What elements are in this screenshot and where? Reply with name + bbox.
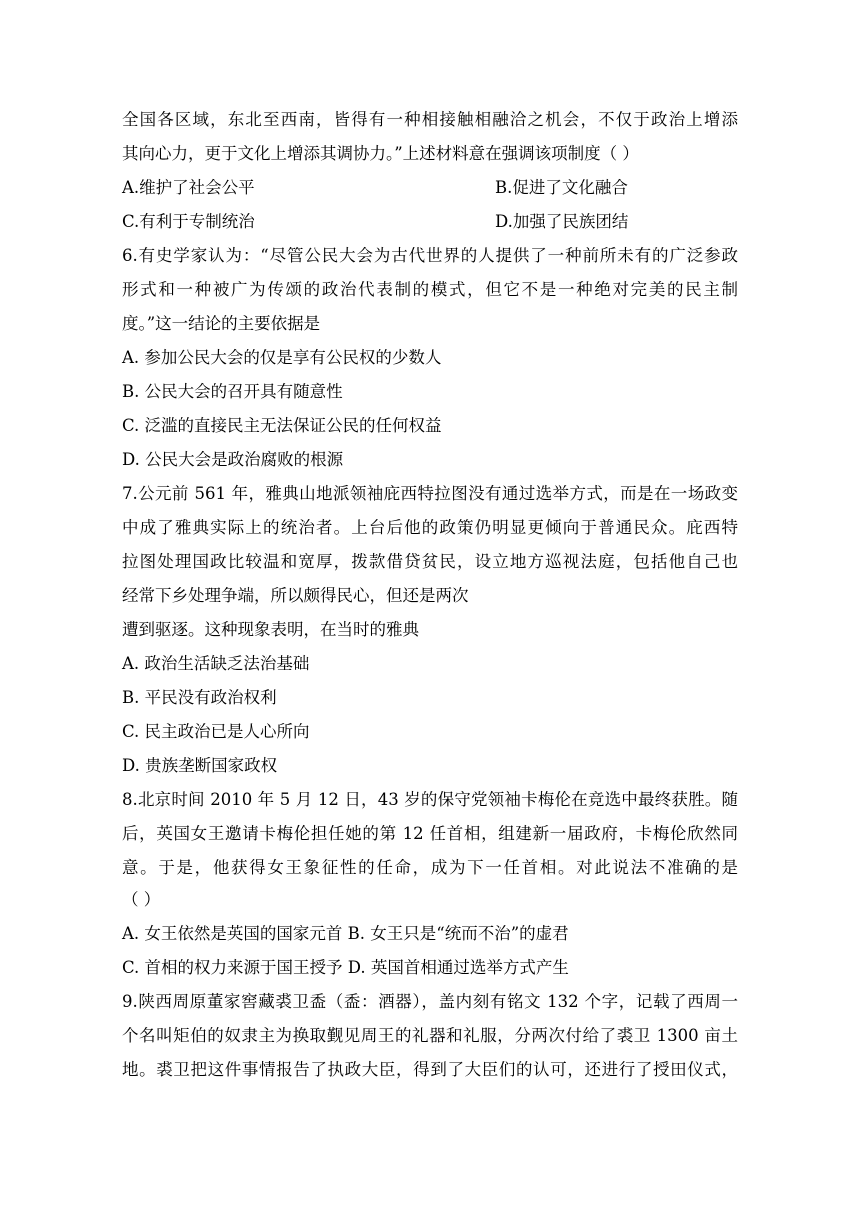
q7-stem-line-1: 7.公元前 561 年，雅典山地派领袖庇西特拉图没有通过选举方式，而是在一场政变 (122, 484, 738, 503)
q6-option-a: A. 参加公民大会的仅是享有公民权的少数人 (122, 348, 442, 367)
q9-stem-line-3: 地。裘卫把这件事情报告了执政大臣，得到了大臣们的认可，还进行了授田仪式， (122, 1060, 738, 1079)
q8-stem-line-3: 意。于是，他获得女王象征性的任命，成为下一任首相。对此说法不准确的是 (122, 858, 738, 877)
q8-stem-line-4: （ ） (122, 890, 161, 909)
q7-stem-line-5: 遭到驱逐。这种现象表明，在当时的雅典 (122, 620, 419, 639)
q5-option-a: A.维护了社会公平 (122, 178, 255, 197)
q7-stem-line-2: 中成了雅典实际上的统治者。上台后他的政策仍明显更倾向于普通民众。庇西特 (122, 518, 738, 537)
q7-option-b: B. 平民没有政治权利 (122, 688, 277, 707)
q8-stem-line-2: 后，英国女王邀请卡梅伦担任她的第 12 任首相，组建新一届政府，卡梅伦欣然同 (122, 824, 738, 843)
q5-option-b: B.促进了文化融合 (495, 178, 628, 197)
q5-option-c: C.有利于专制统治 (122, 212, 255, 231)
q6-stem-line-1: 6.有史学家认为：“尽管公民大会为古代世界的人提供了一种前所未有的广泛参政 (122, 246, 738, 265)
q7-stem-line-3: 拉图处理国政比较温和宽厚，拨款借贷贫民，设立地方巡视法庭，包括他自己也 (122, 552, 738, 571)
q6-stem-line-2: 形式和一种被广为传颂的政治代表制的模式，但它不是一种绝对完美的民主制 (122, 280, 738, 299)
q7-option-c: C. 民主政治已是人心所向 (122, 722, 310, 741)
q6-option-d: D. 公民大会是政治腐败的根源 (122, 450, 344, 469)
q5-stem-line-2: 其向心力，更于文化上增添其调协力。”上述材料意在强调该项制度（ ） (122, 144, 639, 163)
q9-stem-line-1: 9.陕西周原董家窖藏裘卫盉（盉：酒器），盖内刻有铭文 132 个字，记载了西周一 (122, 992, 738, 1011)
q5-stem-line-1: 全国各区域，东北至西南，皆得有一种相接触相融洽之机会，不仅于政治上增添 (122, 110, 738, 129)
q7-stem-line-4: 经常下乡处理争端，所以颇得民心，但还是两次 (122, 586, 469, 605)
q6-option-b: B. 公民大会的召开具有随意性 (122, 382, 343, 401)
q8-stem-line-1: 8.北京时间 2010 年 5 月 12 日，43 岁的保守党领袖卡梅伦在竞选中最终获胜。随 (122, 790, 738, 809)
q6-option-c: C. 泛滥的直接民主无法保证公民的任何权益 (122, 416, 442, 435)
q7-option-d: D. 贵族垄断国家政权 (122, 756, 278, 775)
q9-stem-line-2: 个名叫矩伯的奴隶主为换取觐见周王的礼器和礼服，分两次付给了裘卫 1300 亩土 (122, 1026, 738, 1045)
q8-options-row-1: A. 女王依然是英国的国家元首 B. 女王只是“统而不治”的虚君 (122, 924, 569, 943)
q7-option-a: A. 政治生活缺乏法治基础 (122, 654, 310, 673)
q6-stem-line-3: 度。”这一结论的主要依据是 (122, 314, 321, 333)
q8-options-row-2: C. 首相的权力来源于国王授予 D. 英国首相通过选举方式产生 (122, 958, 569, 977)
q5-option-d: D.加强了民族团结 (495, 212, 629, 231)
